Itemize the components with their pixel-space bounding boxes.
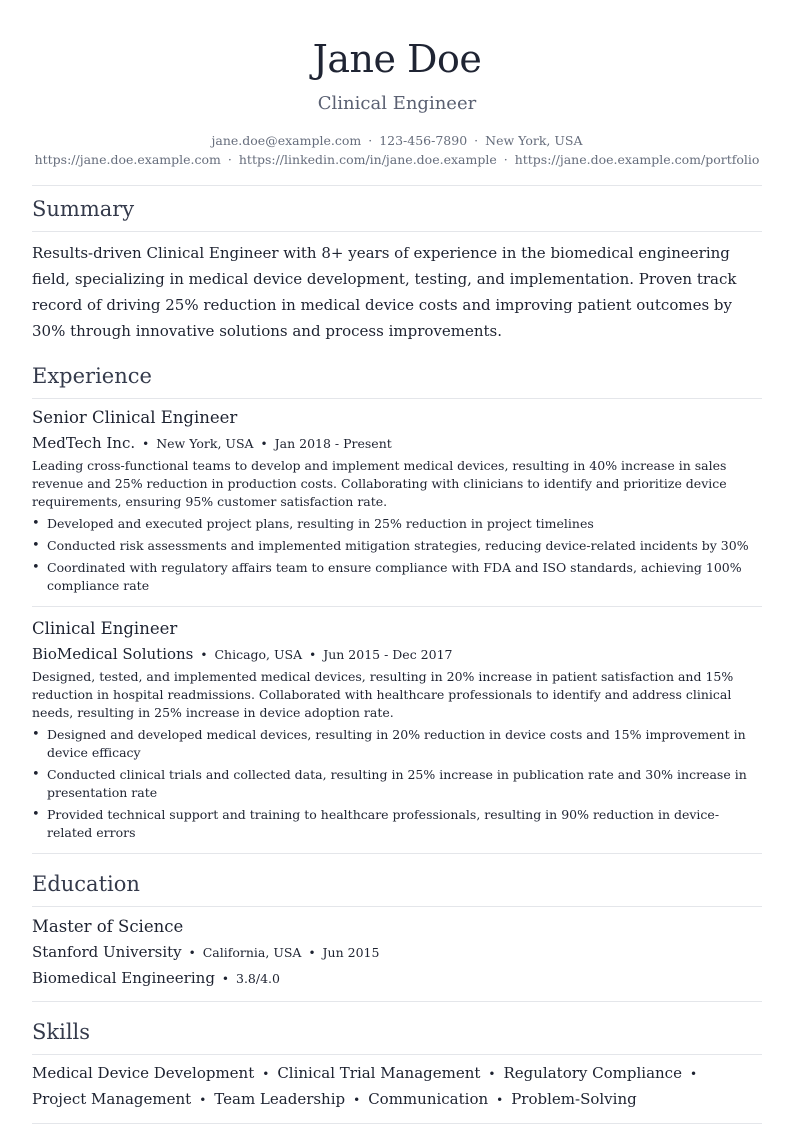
meta-separator: • — [309, 648, 317, 662]
divider — [32, 398, 762, 399]
divider — [32, 1001, 762, 1002]
job-dates: Jun 2015 - Dec 2017 — [323, 647, 453, 662]
contact-line-1 — [32, 131, 762, 150]
education-entry — [32, 916, 762, 989]
gpa-value: 3.8/4.0 — [236, 971, 280, 986]
skill-separator: • — [353, 1093, 361, 1107]
contact-line-2 — [32, 150, 762, 169]
meta-separator: • — [221, 972, 229, 986]
job-title: Senior Clinical Engineer — [32, 408, 238, 427]
education-meta — [32, 942, 762, 963]
experience-heading: Experience — [32, 364, 152, 388]
phone-text: 123-456-7890 — [379, 133, 468, 148]
email-link[interactable]: jane.doe@example.com — [211, 133, 362, 148]
meta-separator: • — [142, 437, 150, 451]
school-location: California, USA — [202, 945, 302, 960]
skill-item: Problem-Solving — [511, 1090, 637, 1108]
skill-separator: • — [689, 1067, 698, 1081]
list-item: • Provided technical support and training to healthcare professionals, resulting in 90% reduction in device-related errors — [32, 806, 762, 842]
list-item: • Designed and developed medical devices, resulting in 20% reduction in device costs and 15% improvement in device efficacy — [32, 726, 762, 762]
company-name: MedTech Inc. — [32, 434, 136, 452]
meta-separator: • — [188, 946, 196, 960]
job-description: Designed, tested, and implemented medical devices, resulting in 20% increase in patient satisfaction and 15% reduction in hospital readmissions. Collaborated with healthcare professionals to identify and address clinical needs, resulting in 25% increase in device adoption rate. — [32, 669, 734, 720]
candidate-name: Jane Doe — [312, 37, 482, 81]
divider — [32, 906, 762, 907]
skill-separator: • — [488, 1067, 496, 1081]
skill-item: Regulatory Compliance — [503, 1064, 682, 1082]
skill-separator: • — [262, 1067, 270, 1081]
list-item: • Conducted risk assessments and implemented mitigation strategies, reducing device-related incidents by 30% — [32, 537, 762, 555]
degree-title: Master of Science — [32, 917, 184, 936]
linkedin-link[interactable]: https://linkedin.com/in/jane.doe.example — [238, 152, 497, 167]
website-link[interactable]: https://jane.doe.example.com — [34, 152, 221, 167]
skills-heading: Skills — [32, 1020, 91, 1044]
summary-text: Results-driven Clinical Engineer with 8+ years of experience in the biomedical engineering field, specializing in medical device development, testing, and implementation. Proven track record of driving 25% reduction in medical device costs and improving patient outcomes by 30% through innovative solutions and process improvements. — [32, 244, 737, 340]
job-achievements — [32, 515, 762, 595]
field-of-study: Biomedical Engineering — [32, 969, 215, 987]
contact-separator: · — [474, 133, 479, 148]
skill-separator: • — [496, 1093, 504, 1107]
job-location: Chicago, USA — [214, 647, 303, 662]
meta-separator: • — [308, 946, 316, 960]
graduation-date: Jun 2015 — [322, 945, 380, 960]
job-dates: Jan 2018 - Present — [274, 436, 392, 451]
job-description: Leading cross-functional teams to develop and implement medical devices, resulting in 40% increase in sales revenue and 25% reduction in production costs. Collaborating with clinicians to identify and prioritize device requirements, ensuring 95% customer satisfaction rate. — [32, 458, 727, 509]
divider — [32, 231, 762, 232]
divider — [32, 185, 762, 186]
list-item: • Coordinated with regulatory affairs team to ensure compliance with FDA and ISO standards, achieving 100% compliance rate — [32, 559, 762, 595]
skill-item: Team Leadership — [214, 1090, 346, 1108]
job-meta — [32, 433, 762, 454]
job-entry — [32, 407, 762, 595]
contact-separator: · — [368, 133, 373, 148]
candidate-title: Clinical Engineer — [317, 93, 477, 114]
location-text: New York, USA — [485, 133, 583, 148]
contact-separator: · — [227, 152, 232, 167]
education-field-line — [32, 968, 762, 989]
divider — [32, 606, 762, 607]
skill-item: Project Management — [32, 1090, 192, 1108]
divider — [32, 1054, 762, 1055]
list-item: • Conducted clinical trials and collected data, resulting in 25% increase in publication rate and 30% increase in presentation rate — [32, 766, 762, 802]
contact-separator: · — [503, 152, 508, 167]
skill-item: Clinical Trial Management — [277, 1064, 481, 1082]
list-item: • Developed and executed project plans, resulting in 25% reduction in project timelines — [32, 515, 762, 533]
meta-separator: • — [200, 648, 208, 662]
skill-item: Communication — [368, 1090, 489, 1108]
job-meta — [32, 644, 762, 665]
meta-separator: • — [260, 437, 268, 451]
portfolio-link[interactable]: https://jane.doe.example.com/portfolio — [514, 152, 760, 167]
job-achievements — [32, 726, 762, 842]
skill-item: Medical Device Development — [32, 1064, 255, 1082]
resume-page — [32, 0, 762, 1124]
divider — [32, 853, 762, 854]
skills-list — [32, 1061, 762, 1113]
skill-separator: • — [199, 1093, 207, 1107]
education-heading: Education — [32, 872, 140, 896]
company-name: BioMedical Solutions — [32, 645, 194, 663]
school-name: Stanford University — [32, 943, 182, 961]
summary-heading: Summary — [32, 197, 135, 221]
job-entry — [32, 618, 762, 842]
job-title: Clinical Engineer — [32, 619, 178, 638]
job-location: New York, USA — [156, 436, 254, 451]
